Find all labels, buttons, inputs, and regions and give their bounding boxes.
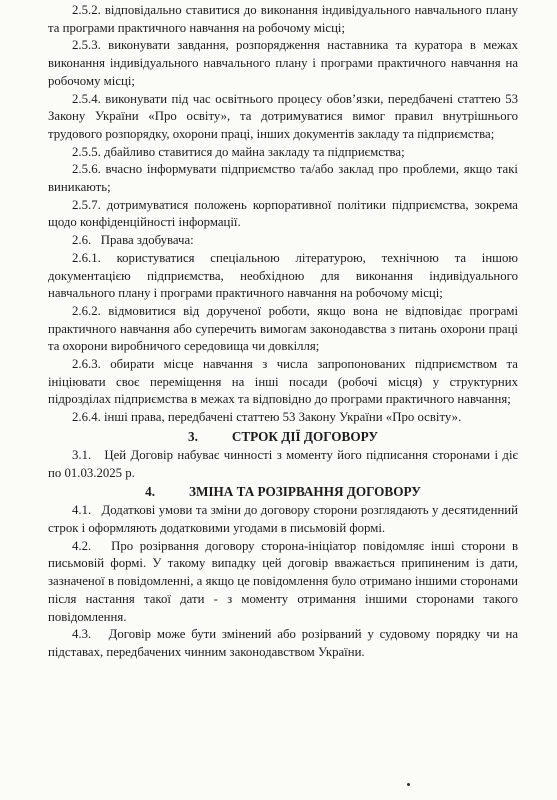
section-4-heading	[48, 482, 518, 502]
section-4-title: ЗМІНА ТА РОЗІРВАННЯ ДОГОВОРУ	[188, 484, 421, 500]
clause-2-6-3: 2.6.3. обирати місце навчання з числа запропонованих підприємством та ініціювати своє переміщення на інші посади (робочі місця) у структурних підрозділах підприємства в межах та відповідно до програми практичного навчання;	[48, 357, 518, 407]
section-3-number: 3.	[187, 428, 198, 444]
section-4-number: 4.	[145, 484, 155, 500]
section-3-title: СТРОК ДІЇ ДОГОВОРУ	[231, 428, 379, 444]
clause-2-6-2: 2.6.2. відмовитися від дорученої роботи, якщо вона не відповідає програмі практичного навчання або суперечить вимогам законодавства з питань охорони праці та охорони виробничого середовища чи довкілля;	[48, 303, 518, 354]
section-3-heading	[48, 427, 518, 447]
clause-3-1: 3.1. Цей Договір набуває чинності з моменту його підписання сторонами і діє по 01.03.2025 р.	[48, 447, 522, 480]
clause-2-5-3: 2.5.3. виконувати завдання, розпорядження наставника та куратора в межах виконання індивідуального навчального плану і програми практичного навчання на робочому місці;	[48, 38, 518, 88]
document-body	[48, 2, 522, 662]
clause-2-6-heading: 2.6. Права здобувача:	[72, 233, 194, 248]
clause-2-5-7: 2.5.7. дотримуватися положень корпоративної політики підприємства, зокрема щодо конфіденційності інформації.	[48, 197, 518, 230]
clause-2-5-4: 2.5.4. виконувати під час освітнього процесу обов’язки, передбачені статтею 53 Закону України «Про освіту», та дотримуватися вимог правил внутрішнього трудового розпорядку, охорони праці, інших документів закладу та підприємства;	[48, 91, 518, 141]
clause-2-6-4: 2.6.4. інші права, передбачені статтею 53 Закону України «Про освіту».	[72, 410, 462, 425]
clause-2-5-2: 2.5.2. відповідально ставитися до виконання індивідуального навчального плану та програми практичного навчання на робочому місці;	[48, 3, 518, 35]
clause-2-5-6: 2.5.6. вчасно інформувати підприємство та/або заклад про проблеми, якщо такі виникають;	[48, 162, 518, 195]
clause-2-6-1: 2.6.1. користуватися спеціальною літературою, технічною та іншою документацією підприємства, необхідною для виконання індивідуального навчального плану і програми практичного навчання на робочому місці;	[48, 250, 518, 301]
scan-speck	[407, 783, 410, 786]
clause-2-5-5: 2.5.5. дбайливо ставитися до майна закладу та підприємства;	[72, 144, 405, 159]
clause-4-3: 4.3. Договір може бути змінений або розірваний у судовому порядку чи на підставах, передбачених чинним законодавством України.	[48, 627, 522, 659]
clause-4-1: 4.1. Додаткові умови та зміни до договору сторони розглядають у десятиденний строк і оформляють додатковими угодами в письмовій формі.	[48, 503, 522, 535]
clause-4-2: 4.2. Про розірвання договору сторона-ініціатор повідомляє інші сторони в письмовій формі. У такому випадку цей договір вважається припиненим із дати, зазначеної в повідомленні, а якщо це повідомлення було отримано іншими сторонами після настання такої дати - з моменту отримання іншими сторонами такого повідомлення.	[48, 538, 522, 624]
